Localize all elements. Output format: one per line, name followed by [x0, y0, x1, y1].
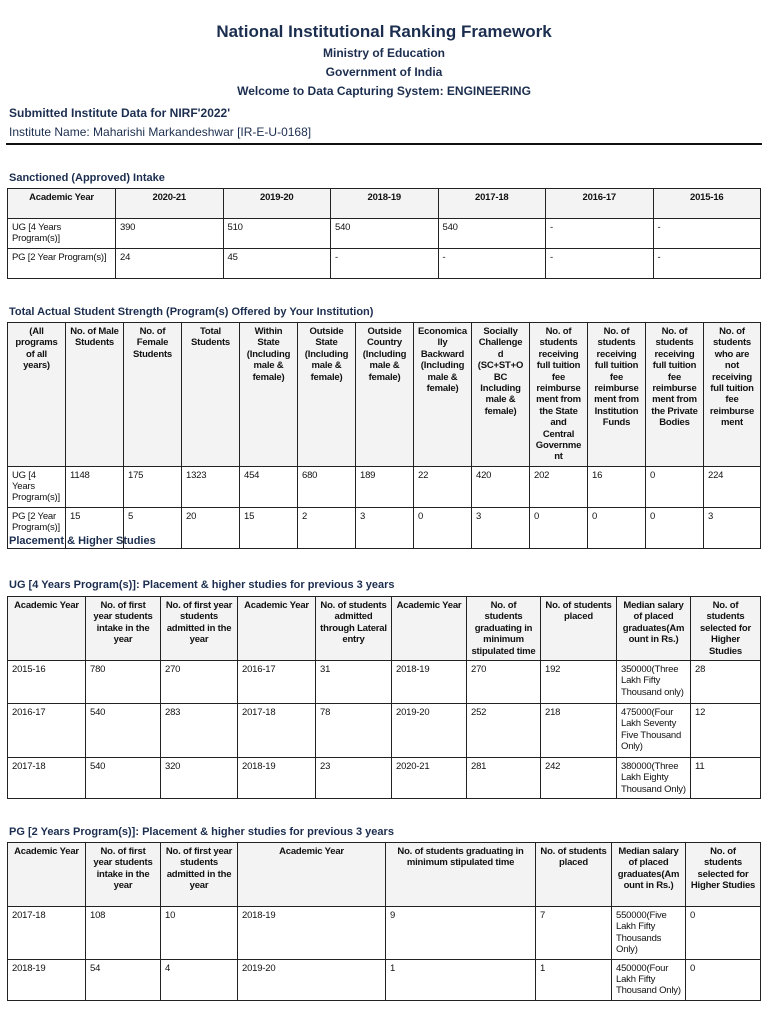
table-cell: 0 — [686, 907, 761, 960]
ministry-line: Ministry of Education — [322, 46, 445, 60]
header-cell: 2017-18 — [438, 189, 546, 219]
header-cell: No. of first year students admitted in the year — [161, 597, 238, 661]
table-cell: 0 — [414, 507, 472, 548]
table-cell: 420 — [472, 466, 530, 507]
header-cell: No. of first year students admitted in the year — [161, 843, 238, 907]
header-cell: No. of students receiving full tuition fee reimbursement from Institution Funds — [588, 323, 646, 467]
table-header-row — [8, 843, 761, 907]
table-cell: 20 — [182, 507, 240, 548]
table-row — [8, 703, 761, 757]
table-cell: 28 — [691, 660, 761, 703]
pg-placement-table — [7, 842, 761, 1001]
table-cell: 252 — [467, 703, 541, 757]
table-cell: 510 — [223, 219, 331, 249]
header-cell: No. of students selected for Higher Studies — [691, 597, 761, 661]
table-cell: 4 — [161, 959, 238, 1000]
header-cell: No. of students who are not receiving full tuition fee reimbursement — [704, 323, 761, 467]
placement-section-title: Placement & Higher Studies — [9, 535, 156, 547]
header-cell: 2018-19 — [331, 189, 439, 219]
table-header-row — [8, 189, 761, 219]
table-cell: - — [438, 249, 546, 279]
table-cell: 11 — [691, 757, 761, 798]
table-cell: 540 — [86, 703, 161, 757]
table-cell: 78 — [316, 703, 392, 757]
header-cell: Median salary of placed graduates(Amount in Rs.) — [617, 597, 691, 661]
table-cell: 202 — [530, 466, 588, 507]
table-cell: 2018-19 — [238, 907, 386, 960]
table-cell: 283 — [161, 703, 238, 757]
header-cell: No. of first year students intake in the year — [86, 597, 161, 661]
table-cell: 5 — [124, 507, 182, 548]
table-cell: 2018-19 — [238, 757, 316, 798]
header-cell: No. of students selected for Higher Studies — [686, 843, 761, 907]
header-cell: Economically Backward (Including male & female) — [414, 323, 472, 467]
table-cell: 15 — [66, 507, 124, 548]
table-cell: 2020-21 — [392, 757, 467, 798]
table-cell: 22 — [414, 466, 472, 507]
table-cell: 550000(Five Lakh Fifty Thousands Only) — [612, 907, 686, 960]
header-cell: Academic Year — [8, 843, 86, 907]
table-cell: 2017-18 — [8, 907, 86, 960]
header-cell: 2020-21 — [116, 189, 224, 219]
table-cell: 242 — [541, 757, 617, 798]
table-cell: 1323 — [182, 466, 240, 507]
table-cell: 270 — [161, 660, 238, 703]
table-cell: 0 — [686, 959, 761, 1000]
strength-table — [7, 322, 761, 549]
table-cell: 175 — [124, 466, 182, 507]
header-cell: No. of Male Students — [66, 323, 124, 467]
header-cell: No. of Female Students — [124, 323, 182, 467]
header-cell: Academic Year — [238, 597, 316, 661]
header-cell: (All programs of all years) — [8, 323, 66, 467]
table-cell: 475000(Four Lakh Seventy Five Thousand Only) — [617, 703, 691, 757]
header-cell: No. of students placed — [536, 843, 612, 907]
table-cell: 540 — [331, 219, 439, 249]
table-cell: 218 — [541, 703, 617, 757]
table-cell: 1 — [386, 959, 536, 1000]
table-cell: 0 — [646, 507, 704, 548]
table-cell: 3 — [704, 507, 761, 548]
strength-title: Total Actual Student Strength (Program(s) Offered by Your Institution) — [9, 306, 374, 318]
table-header-row — [8, 597, 761, 661]
header-cell: Socially Challenged (SC+ST+OBC Including male & female) — [472, 323, 530, 467]
table-cell: 320 — [161, 757, 238, 798]
header-cell: Median salary of placed graduates(Amount in Rs.) — [612, 843, 686, 907]
header-divider — [6, 143, 762, 145]
table-cell: 540 — [86, 757, 161, 798]
table-cell: 270 — [467, 660, 541, 703]
pg-placement-title: PG [2 Years Program(s)]: Placement & higher studies for previous 3 years — [9, 826, 394, 838]
header-cell: No. of students graduating in minimum stipulated time — [467, 597, 541, 661]
table-cell: 2019-20 — [238, 959, 386, 1000]
table-cell: 3 — [356, 507, 414, 548]
table-cell: 12 — [691, 703, 761, 757]
table-cell: 24 — [116, 249, 224, 279]
table-cell: 281 — [467, 757, 541, 798]
table-cell: 31 — [316, 660, 392, 703]
welcome-line: Welcome to Data Capturing System: ENGINEERING — [237, 84, 531, 98]
table-cell: - — [653, 249, 761, 279]
table-cell: 189 — [356, 466, 414, 507]
intake-table — [7, 188, 761, 279]
header-cell: 2015-16 — [653, 189, 761, 219]
header-cell: 2019-20 — [223, 189, 331, 219]
table-cell: 0 — [588, 507, 646, 548]
table-cell: 2018-19 — [392, 660, 467, 703]
table-row — [8, 757, 761, 798]
table-cell: 0 — [530, 507, 588, 548]
table-cell: - — [546, 249, 654, 279]
table-cell: UG [4 Years Program(s)] — [8, 219, 116, 249]
header-cell: Academic Year — [8, 189, 116, 219]
institute-name: Institute Name: Maharishi Markandeshwar [IR-E-U-0168] — [9, 125, 312, 139]
table-cell: 680 — [298, 466, 356, 507]
table-cell: 2018-19 — [8, 959, 86, 1000]
table-cell: 1 — [536, 959, 612, 1000]
table-cell: - — [331, 249, 439, 279]
table-cell: 380000(Three Lakh Eighty Thousand Only) — [617, 757, 691, 798]
intake-title: Sanctioned (Approved) Intake — [9, 172, 165, 184]
table-cell: - — [653, 219, 761, 249]
table-cell: 192 — [541, 660, 617, 703]
table-cell: 350000(Three Lakh Fifty Thousand only) — [617, 660, 691, 703]
header-cell: Outside State (Including male & female) — [298, 323, 356, 467]
table-row — [8, 219, 761, 249]
table-row — [8, 959, 761, 1000]
table-cell: PG [2 Year Program(s)] — [8, 249, 116, 279]
table-cell: 1148 — [66, 466, 124, 507]
table-cell: 2017-18 — [238, 703, 316, 757]
table-cell: 15 — [240, 507, 298, 548]
table-cell: 16 — [588, 466, 646, 507]
table-cell: 3 — [472, 507, 530, 548]
header-cell: No. of first year students intake in the year — [86, 843, 161, 907]
header-cell: Within State (Including male & female) — [240, 323, 298, 467]
government-line: Government of India — [325, 65, 443, 79]
page-title: National Institutional Ranking Framework — [216, 22, 552, 41]
table-row — [8, 466, 761, 507]
table-cell: 54 — [86, 959, 161, 1000]
table-cell: 224 — [704, 466, 761, 507]
header-cell: No. of students admitted through Lateral entry — [316, 597, 392, 661]
submitted-heading: Submitted Institute Data for NIRF'2022' — [9, 106, 231, 120]
table-cell: - — [546, 219, 654, 249]
header-cell: No. of students placed — [541, 597, 617, 661]
table-cell: UG [4 Years Program(s)] — [8, 466, 66, 507]
table-cell: 2015-16 — [8, 660, 86, 703]
table-cell: 780 — [86, 660, 161, 703]
header-cell: Academic Year — [392, 597, 467, 661]
table-cell: 2019-20 — [392, 703, 467, 757]
table-cell: 7 — [536, 907, 612, 960]
table-cell: 390 — [116, 219, 224, 249]
table-cell: 2017-18 — [8, 757, 86, 798]
table-cell: PG [2 Year Program(s)] — [8, 507, 66, 548]
header-cell: 2016-17 — [546, 189, 654, 219]
table-cell: 2016-17 — [8, 703, 86, 757]
table-cell: 450000(Four Lakh Fifty Thousand Only) — [612, 959, 686, 1000]
table-cell: 540 — [438, 219, 546, 249]
table-cell: 23 — [316, 757, 392, 798]
header-cell: No. of students receiving full tuition fee reimbursement from the State and Central Government — [530, 323, 588, 467]
table-row — [8, 907, 761, 960]
table-cell: 9 — [386, 907, 536, 960]
header-cell: Academic Year — [238, 843, 386, 907]
header-cell: Total Students — [182, 323, 240, 467]
header-cell: Academic Year — [8, 597, 86, 661]
table-cell: 0 — [646, 466, 704, 507]
table-cell: 108 — [86, 907, 161, 960]
table-cell: 10 — [161, 907, 238, 960]
table-row — [8, 660, 761, 703]
ug-placement-table — [7, 596, 761, 799]
table-header-row — [8, 323, 761, 467]
table-cell: 2 — [298, 507, 356, 548]
header-cell: Outside Country (Including male & female) — [356, 323, 414, 467]
table-cell: 454 — [240, 466, 298, 507]
header-cell: No. of students receiving full tuition fee reimbursement from the Private Bodies — [646, 323, 704, 467]
table-cell: 2016-17 — [238, 660, 316, 703]
ug-placement-title: UG [4 Years Program(s)]: Placement & higher studies for previous 3 years — [9, 579, 395, 591]
header-cell: No. of students graduating in minimum stipulated time — [386, 843, 536, 907]
table-row — [8, 249, 761, 279]
table-cell: 45 — [223, 249, 331, 279]
